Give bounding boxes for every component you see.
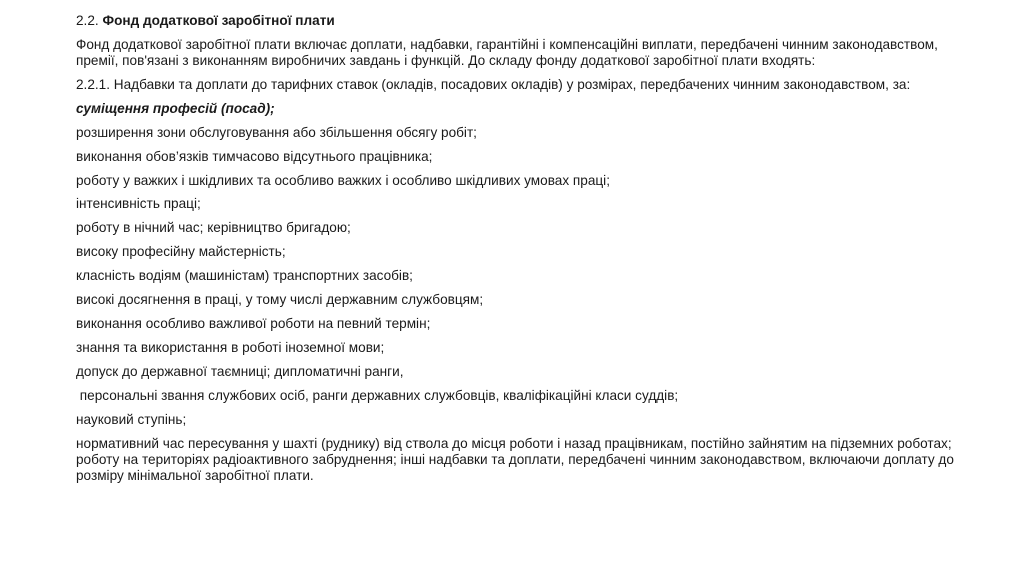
list-item: роботу у важких і шкідливих та особливо важких і особливо шкідливих умовах праці; [76,172,610,188]
list-item: допуск до державної таємниці; дипломатичні ранги, [76,364,404,380]
list-item: виконання обов’язків тимчасово відсутнього працівника; [76,148,433,164]
list-item: персональні звання службових осіб, ранги державних службовців, кваліфікаційні класи суддів; [76,388,679,404]
subsection-paragraph: 2.2.1. Надбавки та доплати до тарифних ставок (окладів, посадових окладів) у розмірах, передбачених чинним законодавством, за: [76,76,911,92]
slide-content [76,13,956,492]
section-title: Фонд додаткової заробітної плати [102,13,335,28]
list-item: високі досягнення в праці, у тому числі державним службовцям; [76,292,484,308]
list-item: класність водіям (машиністам) транспортних засобів; [76,268,413,284]
list-item: нормативний час пересування у шахті (руднику) від ствола до місця роботи і назад працівникам, постійно зайнятим на підземних роботах; роботу на територіях радіоактивного забруднення; інші надбавки та доплати, передбачені чинним законодавством, включаючи доплату до розміру мінімальної заробітної плати. [76,436,954,483]
list-item: інтенсивність праці; [76,196,201,212]
list-item: роботу в нічний час; керівництво бригадою; [76,220,351,236]
emphasis-item: суміщення професій (посад); [76,100,275,116]
list-item: виконання особливо важливої роботи на певний термін; [76,316,431,332]
section-number: 2.2. [76,13,99,28]
list-item: науковий ступінь; [76,412,187,428]
section-heading [76,13,956,29]
intro-paragraph: Фонд додаткової заробітної плати включає доплати, надбавки, гарантійні і компенсаційні виплати, передбачені чинним законодавством, премії, пов'язані з виконанням виробничих завдань і функцій. До складу фонду додаткової заробітної плати входять: [76,36,938,68]
list-item: знання та використання в роботі іноземної мови; [76,340,385,356]
list-item: розширення зони обслуговування або збільшення обсягу робіт; [76,124,477,140]
list-item: високу професійну майстерність; [76,244,286,260]
